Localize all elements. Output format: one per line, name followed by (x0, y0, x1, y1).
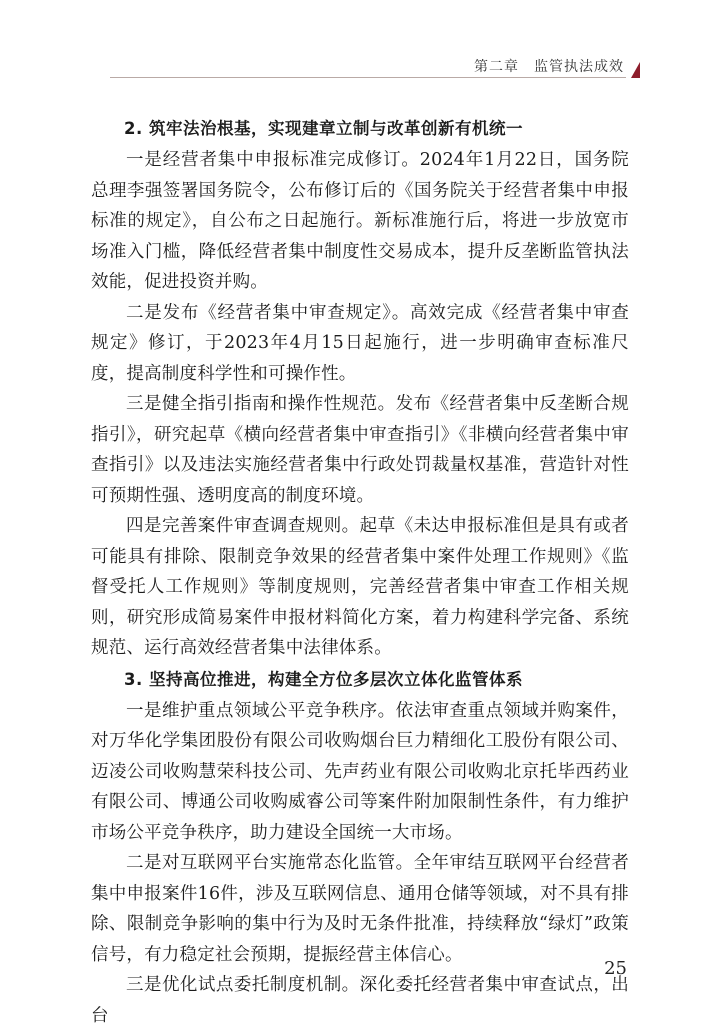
paragraph: 二是对互联网平台实施常态化监管。全年审结互联网平台经营者集中申报案件16件，涉及互联网信息、通用仓储等领域，对不具有排除、限制竞争影响的集中行为及时无条件批准，持续释放“绿灯”政策信号，有力稳定社会预期，提振经营主体信心。 (91, 853, 629, 965)
page-body (91, 113, 629, 1031)
paragraph: 二是发布《经营者集中审查规定》。高效完成《经营者集中审查规定》修订，于2023年4月15日起施行，进一步明确审查标准尺度，提高制度科学性和可操作性。 (91, 302, 629, 384)
paragraph: 一是维护重点领域公平竞争秩序。依法审查重点领域并购案件，对万华化学集团股份有限公司收购烟台巨力精细化工股份有限公司、迈凌公司收购慧荣科技公司、先声药业有限公司收购北京托毕西药业有限公司、博通公司收购威睿公司等案件附加限制性条件，有力维护市场公平竞争秩序，助力建设全国统一大市场。 (91, 700, 629, 843)
chapter-title: 第二章 监管执法成效 (468, 56, 624, 76)
header-accent-mark (631, 62, 640, 78)
paragraph: 三是优化试点委托制度机制。深化委托经营者集中审查试点，出台 (91, 975, 629, 1026)
running-header (0, 52, 720, 80)
section-heading: 3. 坚持高位推进，构建全方位多层次立体化监管体系 (124, 669, 523, 689)
paragraph: 三是健全指引指南和操作性规范。发布《经营者集中反垄断合规指引》，研究起草《横向经营者集中审查指引》《非横向经营者集中审查指引》以及违法实施经营者集中行政处罚裁量权基准，营造针对性可预期性强、透明度高的制度环境。 (91, 394, 629, 506)
page-number: 25 (604, 958, 627, 979)
paragraph: 一是经营者集中申报标准完成修订。2024年1月22日，国务院总理李强签署国务院令，公布修订后的《国务院关于经营者集中申报标准的规定》，自公布之日起施行。新标准施行后，将进一步放宽市场准入门槛，降低经营者集中制度性交易成本，提升反垄断监管执法效能，促进投资并购。 (91, 150, 629, 292)
paragraph: 四是完善案件审查调查规则。起草《未达申报标准但是具有或者可能具有排除、限制竞争效果的经营者集中案件处理工作规则》《监督受托人工作规则》等制度规则，完善经营者集中审查工作相关规则，研究形成简易案件申报材料简化方案，着力构建科学完备、系统规范、运行高效经营者集中法律体系。 (91, 516, 629, 658)
section-heading: 2. 筑牢法治根基，实现建章立制与改革创新有机统一 (124, 119, 523, 138)
header-rule (110, 77, 626, 78)
